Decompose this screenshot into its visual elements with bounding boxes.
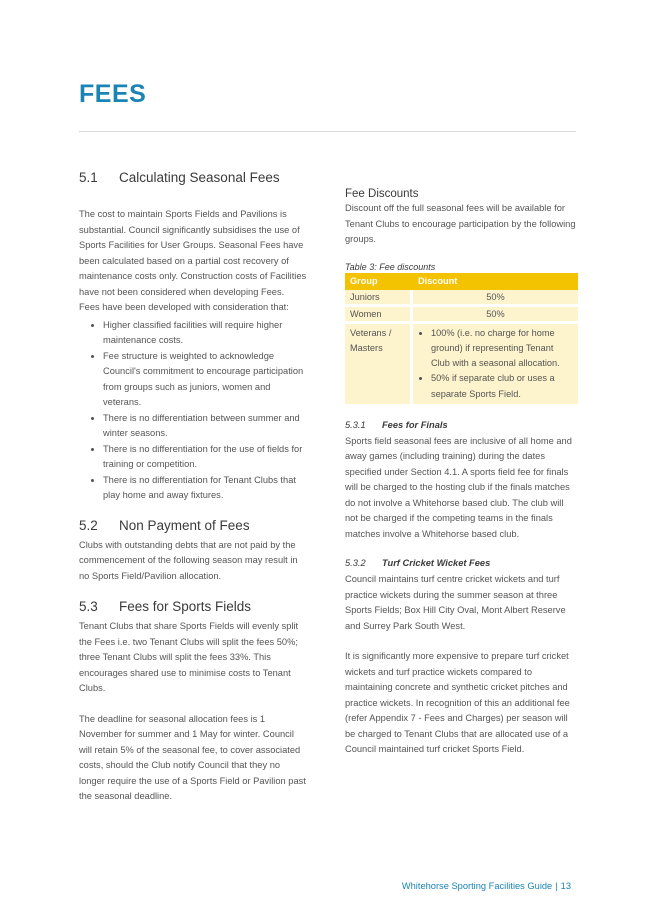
list-item: • Higher classified facilities will require higher maintenance costs. xyxy=(103,318,307,349)
list-item: • There is no differentiation for the use of fields for training or competition. xyxy=(103,442,307,473)
section-number: 5.2 xyxy=(79,517,98,533)
section-5-3-2-paragraph: It is significantly more expensive to prepare turf cricket wickets and turf practice wickets compared to maintaining concrete and synthetic cricket pitches and practice wickets. In recognition of this an additional fee (refer Appendix 7 - Fees and Charges) per season will be charged to Tenant Clubs that are allocated use of a Council maintained turf cricket Sports Field. xyxy=(345,651,570,755)
right-column xyxy=(345,188,578,758)
footer-separator: | xyxy=(555,881,558,891)
column-header: Discount xyxy=(413,273,578,290)
group-cell: Women xyxy=(345,307,413,324)
table-row xyxy=(345,307,578,324)
fee-discounts-table xyxy=(345,273,578,404)
section-title: Turf Cricket Wicket Fees xyxy=(382,558,491,569)
consideration-list xyxy=(79,318,307,504)
section-number: 5.3 xyxy=(79,599,98,614)
discount-cell: 50% xyxy=(413,290,578,307)
page-footer xyxy=(402,881,571,891)
page-number: 13 xyxy=(560,881,571,891)
left-column xyxy=(79,170,307,805)
section-5-1-paragraph: The cost to maintain Sports Fields and Pavilions is substantial. Council significantly subsidises the use of Sports Facilities for User Groups. Seasonal Fees have been calculated based on a partial cost recovery of maintenance costs only. Construction costs of Facilities have not been considered when developing Fees. Fees have been developed with consideration that: xyxy=(79,209,307,312)
fee-discounts-heading: Fee Discounts xyxy=(345,188,419,200)
footer-title: Whitehorse Sporting Facilities Guide xyxy=(401,881,553,891)
table-header-row xyxy=(345,273,578,290)
section-5-2-heading xyxy=(79,518,307,533)
title-divider xyxy=(79,131,576,132)
fee-discounts-paragraph: Discount off the full seasonal fees will be available for Tenant Clubs to encourage participation by the following groups. xyxy=(345,203,576,244)
list-item: • 50% if separate club or uses a separate Sports Field. xyxy=(431,371,573,402)
group-cell: Veterans / Masters xyxy=(345,324,413,404)
section-title: Non Payment of Fees xyxy=(119,517,250,533)
section-5-3-paragraph: Tenant Clubs that share Sports Fields will evenly split the Fees i.e. two Tenant Clubs will split the fees 50%; three Tenant Clubs will split the fees 33%. This encourages shared use to minimise costs to Tenant Clubs. xyxy=(79,621,299,693)
section-number: 5.1 xyxy=(79,170,98,185)
page-title: FEES xyxy=(79,80,147,108)
list-item: • Fee structure is weighted to acknowledge Council's commitment to encourage participation from groups such as juniors, women and veterans. xyxy=(103,349,307,411)
table-row xyxy=(345,324,578,404)
table-caption: Table 3: Fee discounts xyxy=(345,261,436,272)
section-title: Fees for Sports Fields xyxy=(119,599,252,614)
section-5-3-1-paragraph: Sports field seasonal fees are inclusive of all home and away games (including training) during the dates specified under Section 4.1. A sports field fee for finals will be charged to the hosting club if the finals matches do not involve a Whitehorse based club. The club will not be charged if the competing teams in the finals matches involve a Whitehorse based club. xyxy=(345,435,572,539)
table-row xyxy=(345,290,578,307)
section-number: 5.3.2 xyxy=(345,558,366,569)
section-5-1-heading xyxy=(79,170,307,185)
section-5-3-paragraph: The deadline for seasonal allocation fees is 1 November for summer and 1 May for winter. Council will retain 5% of the seasonal fee, to cover associated costs, should the Club notify Council that they no longer require the use of a Sports Field or Pavilion past the seasonal deadline. xyxy=(79,713,306,801)
section-5-3-2-paragraph: Council maintains turf centre cricket wickets and turf practice wickets during the summer season at three Sports Fields; Box Hill City Oval, Mont Albert Reserve and Surrey Park South West. xyxy=(345,574,566,631)
section-number: 5.3.1 xyxy=(345,419,366,430)
list-item: • 100% (i.e. no charge for home ground) if representing Tenant Club with a seasonal allocation. xyxy=(431,326,573,372)
section-title: Calculating Seasonal Fees xyxy=(119,170,280,185)
group-cell: Juniors xyxy=(345,290,413,307)
column-header: Group xyxy=(345,273,413,290)
discount-cell xyxy=(413,324,578,404)
section-5-3-2-heading xyxy=(345,558,578,568)
list-item: • There is no differentiation between summer and winter seasons. xyxy=(103,411,307,442)
section-title: Fees for Finals xyxy=(382,419,448,430)
discount-cell: 50% xyxy=(413,307,578,324)
section-5-3-1-heading xyxy=(345,420,578,430)
discount-list xyxy=(418,326,573,402)
section-5-3-heading xyxy=(79,599,307,614)
section-5-2-paragraph: Clubs with outstanding debts that are not paid by the commencement of the following season may result in no Sports Field/Pavilion allocation. xyxy=(79,539,298,581)
list-item: • There is no differentiation for Tenant Clubs that play home and away fixtures. xyxy=(103,473,307,504)
